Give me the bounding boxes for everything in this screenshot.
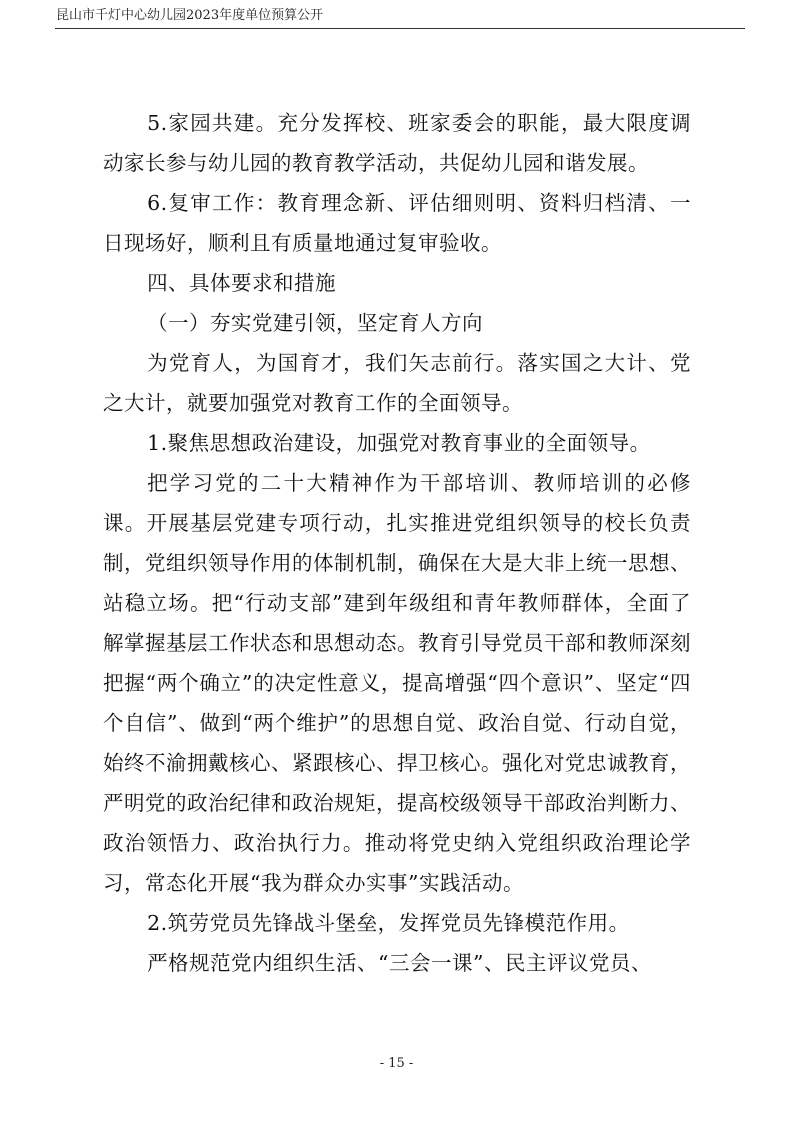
section-heading-requirements: 四、具体要求和措施: [147, 271, 337, 295]
paragraph-review-work: 6.复审工作：教育理念新、评估细则明、资料归档清、一日现场好，顺利且有质量地通过复审验收。: [103, 191, 691, 255]
paragraph-ideological-details: 把学习党的二十大精神作为干部培训、教师培训的必修课。开展基层党建专项行动，扎实推进党组织领导的校长负责制，党组织领导作用的体制机制，确保在大是大非上统一思想、站稳立场。把“行动支部”建到年级组和青年教师群体，全面了解掌握基层工作状态和思想动态。教育引导党员干部和教师深刻把握“两个确立”的决定性意义，提高增强“四个意识”、坚定“四个自信”、做到“两个维护”的思想自觉、政治自觉、行动自觉，始终不渝拥戴核心、紧跟核心、捍卫核心。强化对党忠诚教育，严明党的政治纪律和政治规矩，提高校级领导干部政治判断力、政治领悟力、政治执行力。推动将党史纳入党组织政治理论学习，常态化开展“我为群众办实事”实践活动。: [103, 471, 691, 895]
item-heading-party-vanguard: 2.筑劳党员先锋战斗堡垒，发挥党员先锋模范作用。: [147, 911, 630, 935]
subsection-heading-party-building: （一）夯实党建引领，坚定育人方向: [147, 311, 484, 335]
item-heading-ideological-building: 1.聚焦思想政治建设，加强党对教育事业的全面领导。: [147, 431, 651, 455]
page-number: - 15 -: [379, 1056, 414, 1071]
paragraph-intro: 为党育人，为国育才，我们矢志前行。落实国之大计、党之大计，就要加强党对教育工作的全面领导。: [103, 351, 691, 415]
header-divider: [55, 28, 745, 29]
running-header: 昆山市千灯中心幼儿园2023年度单位预算公开: [56, 8, 324, 23]
paragraph-party-organization: 严格规范党内组织生活、“三会一课”、民主评议党员、: [147, 951, 653, 975]
paragraph-home-school-cooperation: 5.家园共建。充分发挥校、班家委会的职能，最大限度调动家长参与幼儿园的教育教学活动，共促幼儿园和谐发展。: [103, 111, 691, 175]
document-body: [103, 103, 691, 983]
